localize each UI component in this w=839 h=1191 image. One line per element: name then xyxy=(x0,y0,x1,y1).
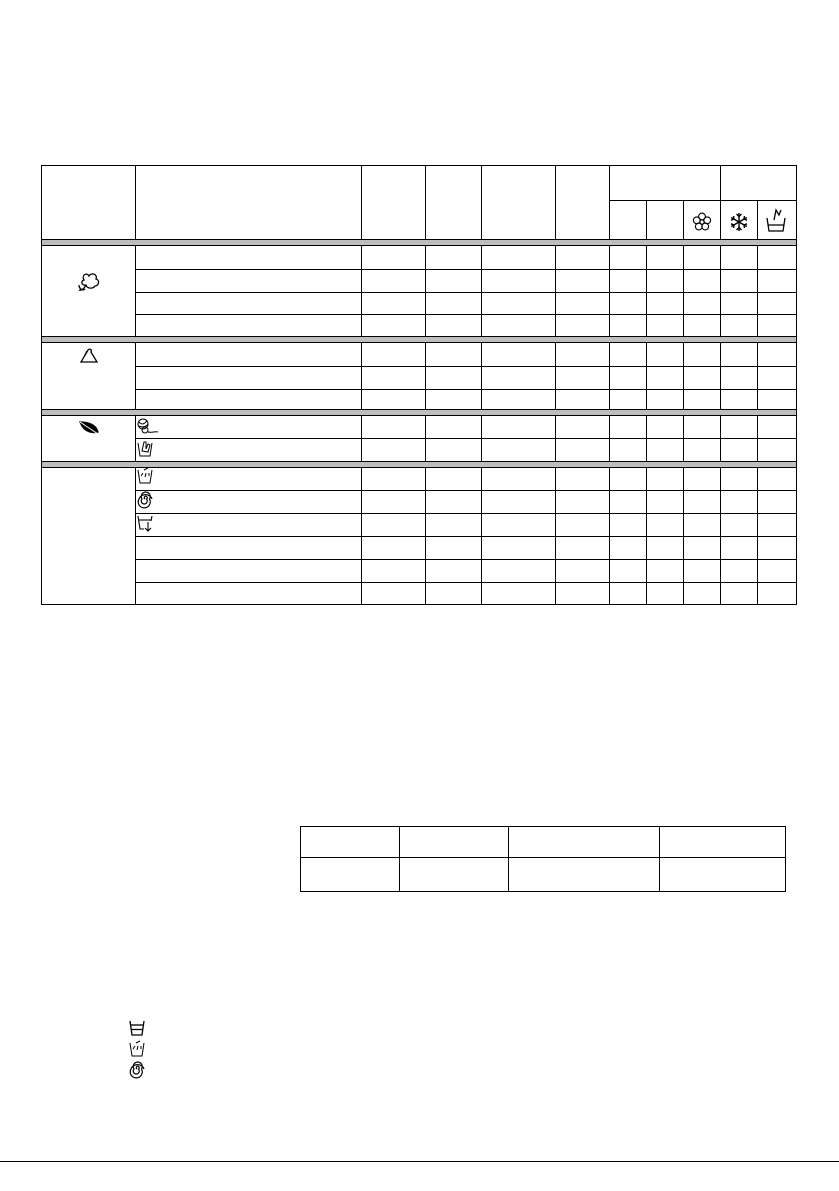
rinse-icon xyxy=(138,468,152,483)
prewash-tub-icon xyxy=(767,210,785,231)
group-separator xyxy=(42,410,797,416)
spin-icon xyxy=(130,1062,144,1078)
wash-tub-icon xyxy=(130,1021,144,1035)
flower-fabric-softener-icon xyxy=(693,213,710,230)
rinse-icon xyxy=(130,1041,144,1056)
cotton-icon xyxy=(79,274,99,290)
group-separator xyxy=(42,462,797,468)
legend-icons xyxy=(126,1018,156,1080)
drain-icon xyxy=(138,516,152,531)
group-separator xyxy=(42,337,797,343)
delicates-feather-icon xyxy=(80,422,98,434)
snowflake-cold-icon xyxy=(731,213,747,231)
synthetics-iron-icon xyxy=(81,349,97,362)
page-footer-rule xyxy=(0,1161,839,1162)
hand-wash-icon xyxy=(138,442,152,456)
wool-yarn-icon xyxy=(138,419,158,433)
group-separator xyxy=(42,240,797,246)
spin-icon xyxy=(138,492,152,508)
consumption-table xyxy=(300,826,788,894)
